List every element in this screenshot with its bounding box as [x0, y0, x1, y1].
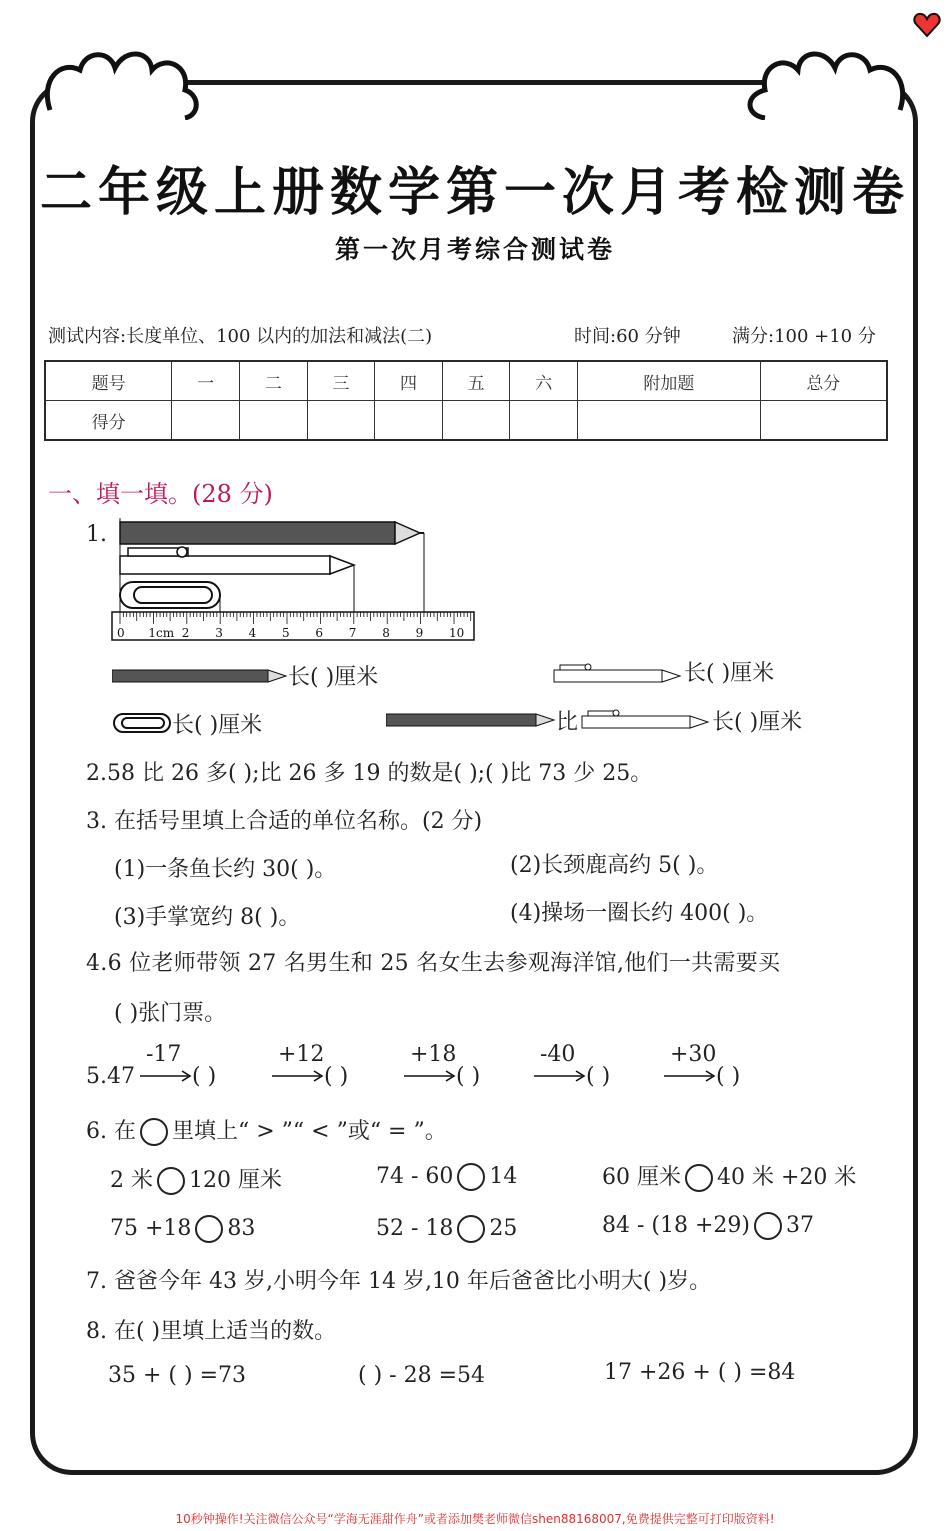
q5-answer-blank[interactable]: ( ) [586, 1064, 611, 1089]
right-arrow-icon [272, 1068, 326, 1087]
row-label: 得分 [45, 401, 172, 441]
q6-right: 14 [489, 1164, 518, 1189]
question-3-item-2: (2)长颈鹿高约 5( )。 [510, 853, 719, 878]
q6-right: 120 厘米 [189, 1168, 282, 1193]
q6-right: 83 [227, 1216, 256, 1241]
q6-item [602, 1212, 814, 1240]
q6-title-start: 6. 在 [86, 1119, 136, 1144]
ruler-label: 0 [117, 626, 125, 640]
q5-operation-label: +30 [670, 1042, 717, 1067]
q1-answer-d: 长( )厘米 [712, 710, 803, 735]
test-content: 测试内容:长度单位、100 以内的加法和减法(二) [48, 326, 433, 347]
ruler-label: 10 [449, 626, 465, 640]
question-8-item-3: 17 +26 + ( ) =84 [604, 1360, 796, 1385]
question-3-title: 3. 在括号里填上合适的单位名称。(2 分) [86, 809, 483, 834]
q5-answer-blank[interactable]: ( ) [456, 1064, 481, 1089]
cloud-decoration-right [740, 40, 910, 120]
ruler-label: 1cm [148, 626, 175, 640]
q6-title-end: 里填上“ > ”“ < ”或“ = ”。 [171, 1119, 447, 1144]
question-8-item-1: 35 + ( ) =73 [108, 1363, 246, 1388]
answer-circle[interactable] [195, 1215, 223, 1243]
compare-circle-icon [140, 1118, 168, 1146]
q5-answer-blank[interactable]: ( ) [192, 1064, 217, 1089]
section-points: (28 分) [192, 480, 273, 508]
pen-icon [552, 662, 682, 688]
q6-left: 75 +18 [110, 1216, 192, 1241]
q5-operation-label: -17 [146, 1042, 182, 1067]
ruler-label: 3 [215, 626, 223, 640]
ruler-label: 2 [181, 626, 190, 640]
question-number: 1. [86, 522, 107, 547]
q1-answer-c: 长( )厘米 [172, 713, 263, 738]
ruler-label: 6 [315, 626, 324, 640]
cloud-decoration-left [40, 40, 210, 120]
header-cell: 五 [442, 361, 510, 401]
right-arrow-icon [534, 1068, 588, 1087]
q6-item [376, 1163, 517, 1191]
test-time: 时间:60 分钟 [574, 326, 681, 347]
section-title: 一、填一填。 [48, 480, 192, 508]
score-cell[interactable] [578, 401, 761, 441]
right-arrow-icon [140, 1068, 194, 1087]
question-3-item-3: (3)手掌宽约 8( )。 [114, 905, 301, 930]
question-3-item-4: (4)操场一圈长约 400( )。 [510, 901, 769, 926]
score-table-row [45, 401, 887, 441]
question-8-item-2: ( ) - 28 =54 [358, 1363, 485, 1388]
question-7: 7. 爸爸今年 43 岁,小明今年 14 岁,10 年后爸爸比小明大( )岁。 [86, 1269, 712, 1294]
right-arrow-icon [664, 1068, 718, 1087]
ruler-label: 8 [382, 626, 390, 640]
q5-operation-label: +12 [278, 1042, 325, 1067]
q6-left: 52 - 18 [376, 1216, 454, 1241]
ruler-label: 9 [415, 626, 424, 640]
ruler-label: 4 [248, 626, 257, 640]
score-cell[interactable] [375, 401, 443, 441]
q5-answer-blank[interactable]: ( ) [716, 1064, 741, 1089]
answer-circle[interactable] [157, 1167, 185, 1195]
score-cell[interactable] [239, 401, 307, 441]
page-subtitle: 第一次月考综合测试卷 [334, 235, 615, 264]
question-8-title: 8. 在( )里填上适当的数。 [86, 1319, 337, 1344]
header-cell: 二 [239, 361, 307, 401]
q5-operation-label: +18 [410, 1042, 457, 1067]
question-2: 2.58 比 26 多( );比 26 多 19 的数是( );( )比 73 少 25。 [86, 761, 653, 786]
q6-item [110, 1215, 255, 1243]
q5-answer-blank[interactable]: ( ) [324, 1064, 349, 1089]
header-cell: 四 [375, 361, 443, 401]
question-4-line-2: ( )张门票。 [114, 1001, 227, 1026]
header-cell: 题号 [45, 361, 172, 401]
question-6-title [86, 1114, 447, 1146]
score-cell[interactable] [510, 401, 578, 441]
q6-left: 2 米 [110, 1168, 153, 1193]
ruler-figure [108, 518, 478, 648]
q6-left: 74 - 60 [376, 1164, 454, 1189]
question-3-item-1: (1)一条鱼长约 30( )。 [114, 857, 337, 882]
score-cell[interactable] [442, 401, 510, 441]
answer-circle[interactable] [457, 1163, 485, 1191]
pencil-icon [386, 712, 556, 732]
pencil-icon [112, 668, 288, 688]
header-cell: 总分 [760, 361, 887, 401]
question-5-start: 5.47 [86, 1064, 135, 1089]
score-cell[interactable] [307, 401, 375, 441]
test-full-score: 满分:100 +10 分 [732, 326, 876, 347]
answer-circle[interactable] [685, 1164, 713, 1192]
pen-icon [580, 708, 710, 734]
q6-item [110, 1163, 282, 1195]
section-heading [48, 474, 273, 509]
paper-clip-icon [112, 712, 172, 738]
score-cell[interactable] [172, 401, 240, 441]
page-title: 二年级上册数学第一次月考检测卷 [39, 163, 910, 223]
header-cell: 三 [307, 361, 375, 401]
q6-right: 40 米 +20 米 [717, 1165, 857, 1190]
q6-left: 84 - (18 +29) [602, 1213, 750, 1238]
q6-left: 60 厘米 [602, 1165, 681, 1190]
score-table [44, 360, 888, 441]
q6-item [602, 1160, 856, 1192]
header-cell: 附加题 [578, 361, 761, 401]
answer-circle[interactable] [457, 1215, 485, 1243]
q1-answer-a: 长( )厘米 [288, 665, 379, 690]
q1-compare-word: 比 [556, 710, 579, 735]
right-arrow-icon [404, 1068, 458, 1087]
answer-circle[interactable] [754, 1212, 782, 1240]
footer-note: 10秒钟操作!关注微信公众号“学海无涯甜作舟”或者添加樊老师微信shen88168007,免费提供完整可打印版资料! [175, 1512, 775, 1526]
q6-item [376, 1215, 517, 1243]
q5-operation-label: -40 [540, 1042, 576, 1067]
score-cell[interactable] [760, 401, 887, 441]
header-cell: 六 [510, 361, 578, 401]
q6-right: 37 [786, 1213, 814, 1238]
q1-answer-b: 长( )厘米 [684, 661, 775, 686]
heart-icon [912, 10, 942, 44]
question-4-line-1: 4.6 位老师带领 27 名男生和 25 名女生去参观海洋馆,他们一共需要买 [86, 951, 781, 976]
score-table-header [45, 361, 887, 401]
ruler-label: 5 [282, 626, 290, 640]
ruler-label: 7 [348, 626, 357, 640]
header-cell: 一 [172, 361, 240, 401]
q6-right: 25 [489, 1216, 518, 1241]
